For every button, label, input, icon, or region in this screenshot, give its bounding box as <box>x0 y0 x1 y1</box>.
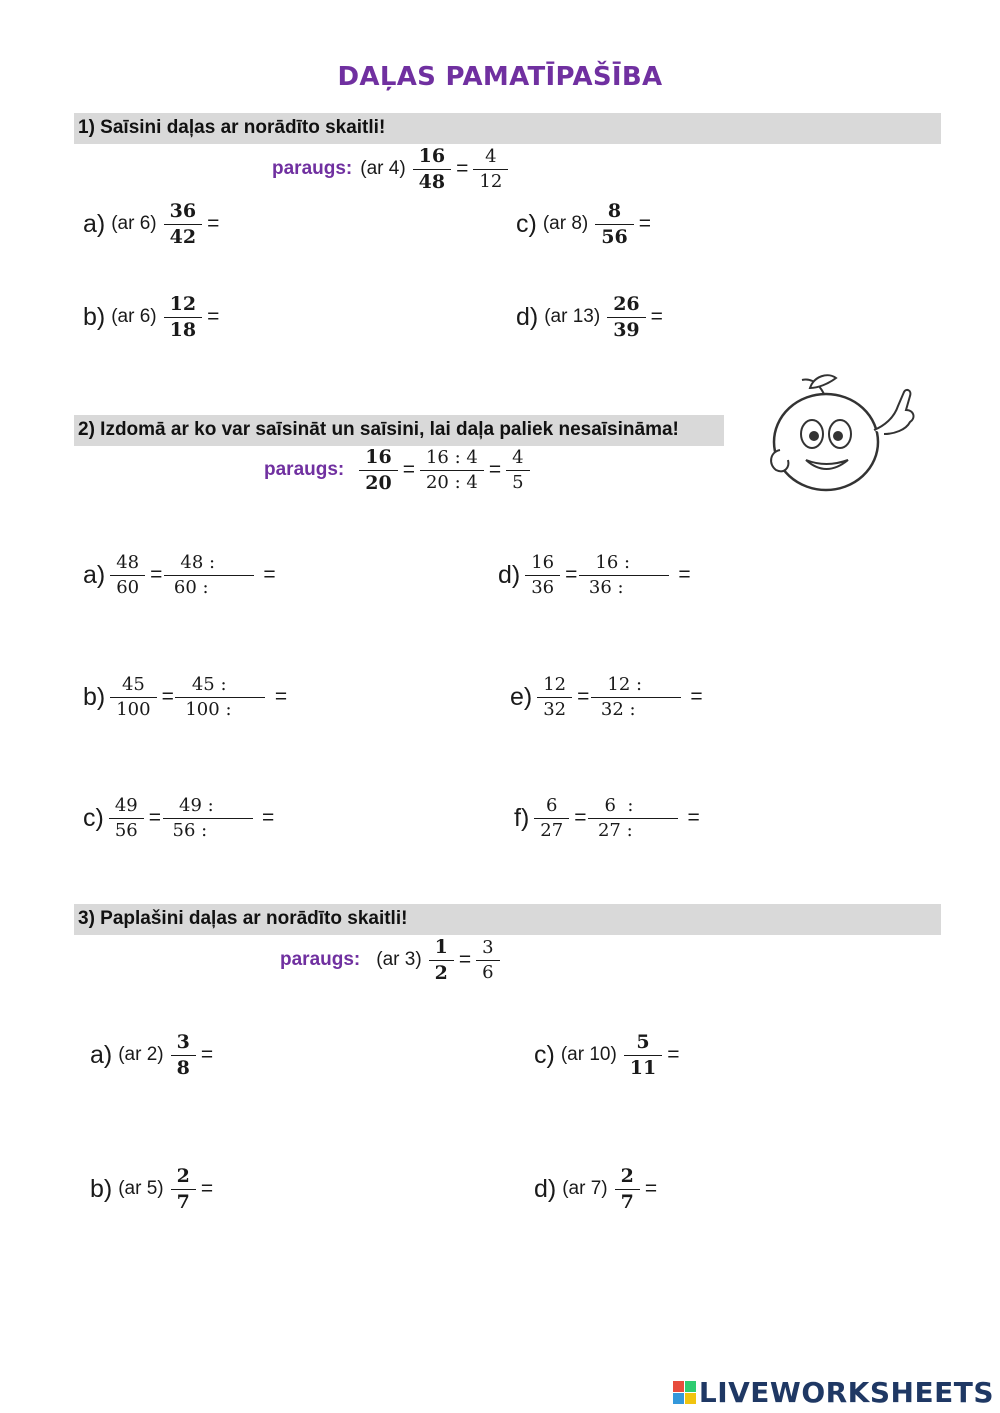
section-3-heading-bar <box>74 904 941 935</box>
example-fraction: $\frac{16}{48}$ <box>416 146 448 193</box>
exercise-1a: a) (ar 6) $\frac{36}{42}$ = <box>83 200 220 248</box>
section-1-example: paraugs: (ar 4) $\frac{16}{48}$ = $\frac{4}{12}$ <box>272 146 507 193</box>
section-2-heading-bar <box>74 415 724 446</box>
section-3-heading: 3) Paplašini daļas ar norādīto skaitli! <box>78 908 408 929</box>
section-2-heading: 2) Izdomā ar ko var saīsināt un saīsini, lai daļa paliek nesaīsināma! <box>78 419 679 440</box>
exercise-2e: e) $\frac{12}{32}$ = $\frac{12 :}{32 :}$ = <box>510 674 703 720</box>
section-1-heading-bar <box>74 113 941 144</box>
example-hint: (ar 4) <box>360 158 406 180</box>
exercise-1b: b) (ar 6) $\frac{12}{18}$ = <box>83 293 220 341</box>
exercise-1c: c) (ar 8) $\frac{8}{56}$ = <box>516 200 651 248</box>
peach-mascot-icon <box>766 372 922 502</box>
exercise-3a: a) (ar 2) $\frac{3}{8}$ = <box>90 1031 214 1079</box>
example-label: paraugs: <box>264 459 345 481</box>
logo-grid-icon <box>673 1381 696 1404</box>
exercise-2f: f) $\frac{6}{27}$ = $\frac{6 :}{27 :}$ = <box>514 795 700 841</box>
exercise-3c: c) (ar 10) $\frac{5}{11}$ = <box>534 1031 680 1079</box>
section-1-heading: 1) Saīsini daļas ar norādīto skaitli! <box>78 117 386 138</box>
exercise-2a: a) $\frac{48}{60}$ = $\frac{48 :}{60 :}$ = <box>83 552 276 598</box>
section-2-example: paraugs: $\frac{16}{20}$ = $\frac{16 : 4}{20 : 4}$ = $\frac{4}{5}$ <box>264 447 529 494</box>
exercise-3d: d) (ar 7) $\frac{2}{7}$ = <box>534 1165 658 1213</box>
example-label: paraugs: <box>272 158 353 180</box>
exercise-1d: d) (ar 13) $\frac{26}{39}$ = <box>516 293 663 341</box>
liveworksheets-logo <box>673 1376 994 1409</box>
exercise-3b: b) (ar 5) $\frac{2}{7}$ = <box>90 1165 214 1213</box>
exercise-2d: d) $\frac{16}{36}$ = $\frac{16 :}{36 :}$ = <box>498 552 691 598</box>
page-title: DAĻAS PAMATĪPAŠĪBA <box>337 62 663 92</box>
example-result-fraction: $\frac{4}{12}$ <box>476 147 505 192</box>
section-3-example: paraugs: (ar 3) $\frac{1}{2}$ = $\frac{3}{6}$ <box>280 937 499 984</box>
exercise-2b: b) $\frac{45}{100}$ = $\frac{45 :}{100 :}$ = <box>83 674 288 720</box>
example-label: paraugs: <box>280 949 361 971</box>
logo-text: LIVEWORKSHEETS <box>698 1376 994 1409</box>
exercise-2c: c) $\frac{49}{56}$ = $\frac{49 :}{56 :}$ = <box>83 795 275 841</box>
